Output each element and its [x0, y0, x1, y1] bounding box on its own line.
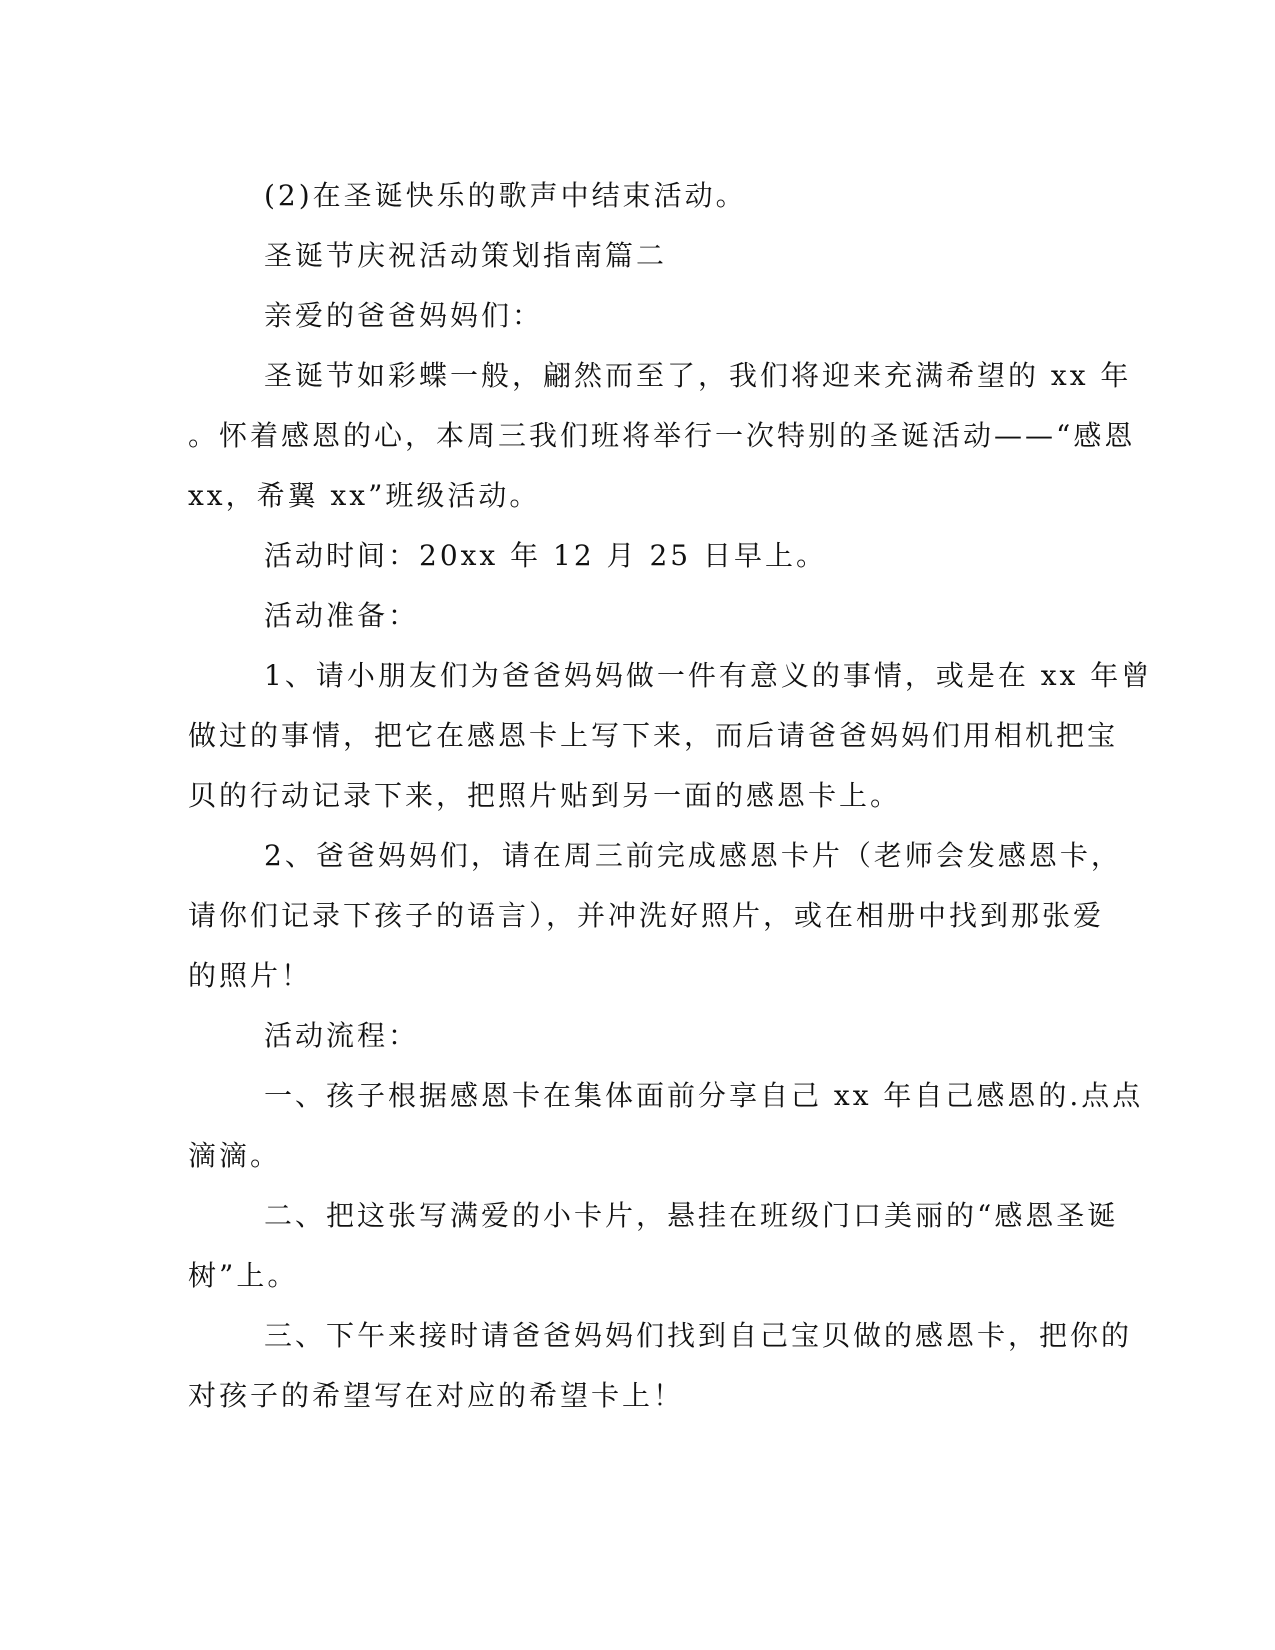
text-line: 树”上。 [188, 1259, 299, 1292]
paragraph-closing-step [188, 166, 1068, 226]
paragraph-preparation-heading [188, 586, 1068, 646]
text-line: 一、孩子根据感恩卡在集体面前分享自己 xx 年自己感恩的.点点 [264, 1079, 1144, 1112]
text-line: 圣诞节如彩蝶一般，翩然而至了，我们将迎来充满希望的 xx 年 [264, 359, 1132, 392]
paragraph-process-1 [188, 1066, 1144, 1186]
paragraph-intro [188, 346, 1136, 526]
paragraph-activity-time [188, 526, 1068, 586]
salutation [188, 286, 1068, 346]
paragraph-preparation-2 [188, 826, 1122, 1006]
paragraph-preparation-1 [188, 646, 1153, 826]
paragraph-process-2 [188, 1186, 1119, 1306]
text-line: 贝的行动记录下来，把照片贴到另一面的感恩卡上。 [188, 779, 902, 812]
text-line: 三、下午来接时请爸爸妈妈们找到自己宝贝做的感恩卡，把你的 [264, 1319, 1133, 1352]
text-line: 圣诞节庆祝活动策划指南篇二 [264, 239, 668, 272]
text-line: 活动流程： [264, 1019, 420, 1052]
text-line: 的照片！ [188, 959, 313, 992]
text-line: 1、请小朋友们为爸爸妈妈做一件有意义的事情，或是在 xx 年曾 [264, 659, 1153, 692]
text-line: 。怀着感恩的心，本周三我们班将举行一次特别的圣诞活动——“感恩 [188, 419, 1136, 452]
text-line: 请你们记录下孩子的语言），并冲洗好照片，或在相册中找到那张爱 [188, 899, 1105, 932]
paragraph-process-heading [188, 1006, 1068, 1066]
text-line: (2)在圣诞快乐的歌声中结束活动。 [264, 179, 747, 212]
text-line: 做过的事情，把它在感恩卡上写下来，而后请爸爸妈妈们用相机把宝 [188, 719, 1119, 752]
text-line: 滴滴。 [188, 1139, 282, 1172]
text-line: 对孩子的希望写在对应的希望卡上！ [188, 1379, 685, 1412]
document-body [188, 166, 1153, 1426]
text-line: xx，希翼 xx”班级活动。 [188, 479, 541, 512]
text-line: 亲爱的爸爸妈妈们： [264, 299, 544, 332]
paragraph-process-3 [188, 1306, 1133, 1426]
section-title [188, 226, 1068, 286]
text-line: 二、把这张写满爱的小卡片，悬挂在班级门口美丽的“感恩圣诞 [264, 1199, 1119, 1232]
text-line: 活动准备： [264, 599, 420, 632]
text-line: 活动时间：20xx 年 12 月 25 日早上。 [264, 539, 827, 572]
text-line: 2、爸爸妈妈们，请在周三前完成感恩卡片（老师会发感恩卡， [264, 839, 1122, 872]
